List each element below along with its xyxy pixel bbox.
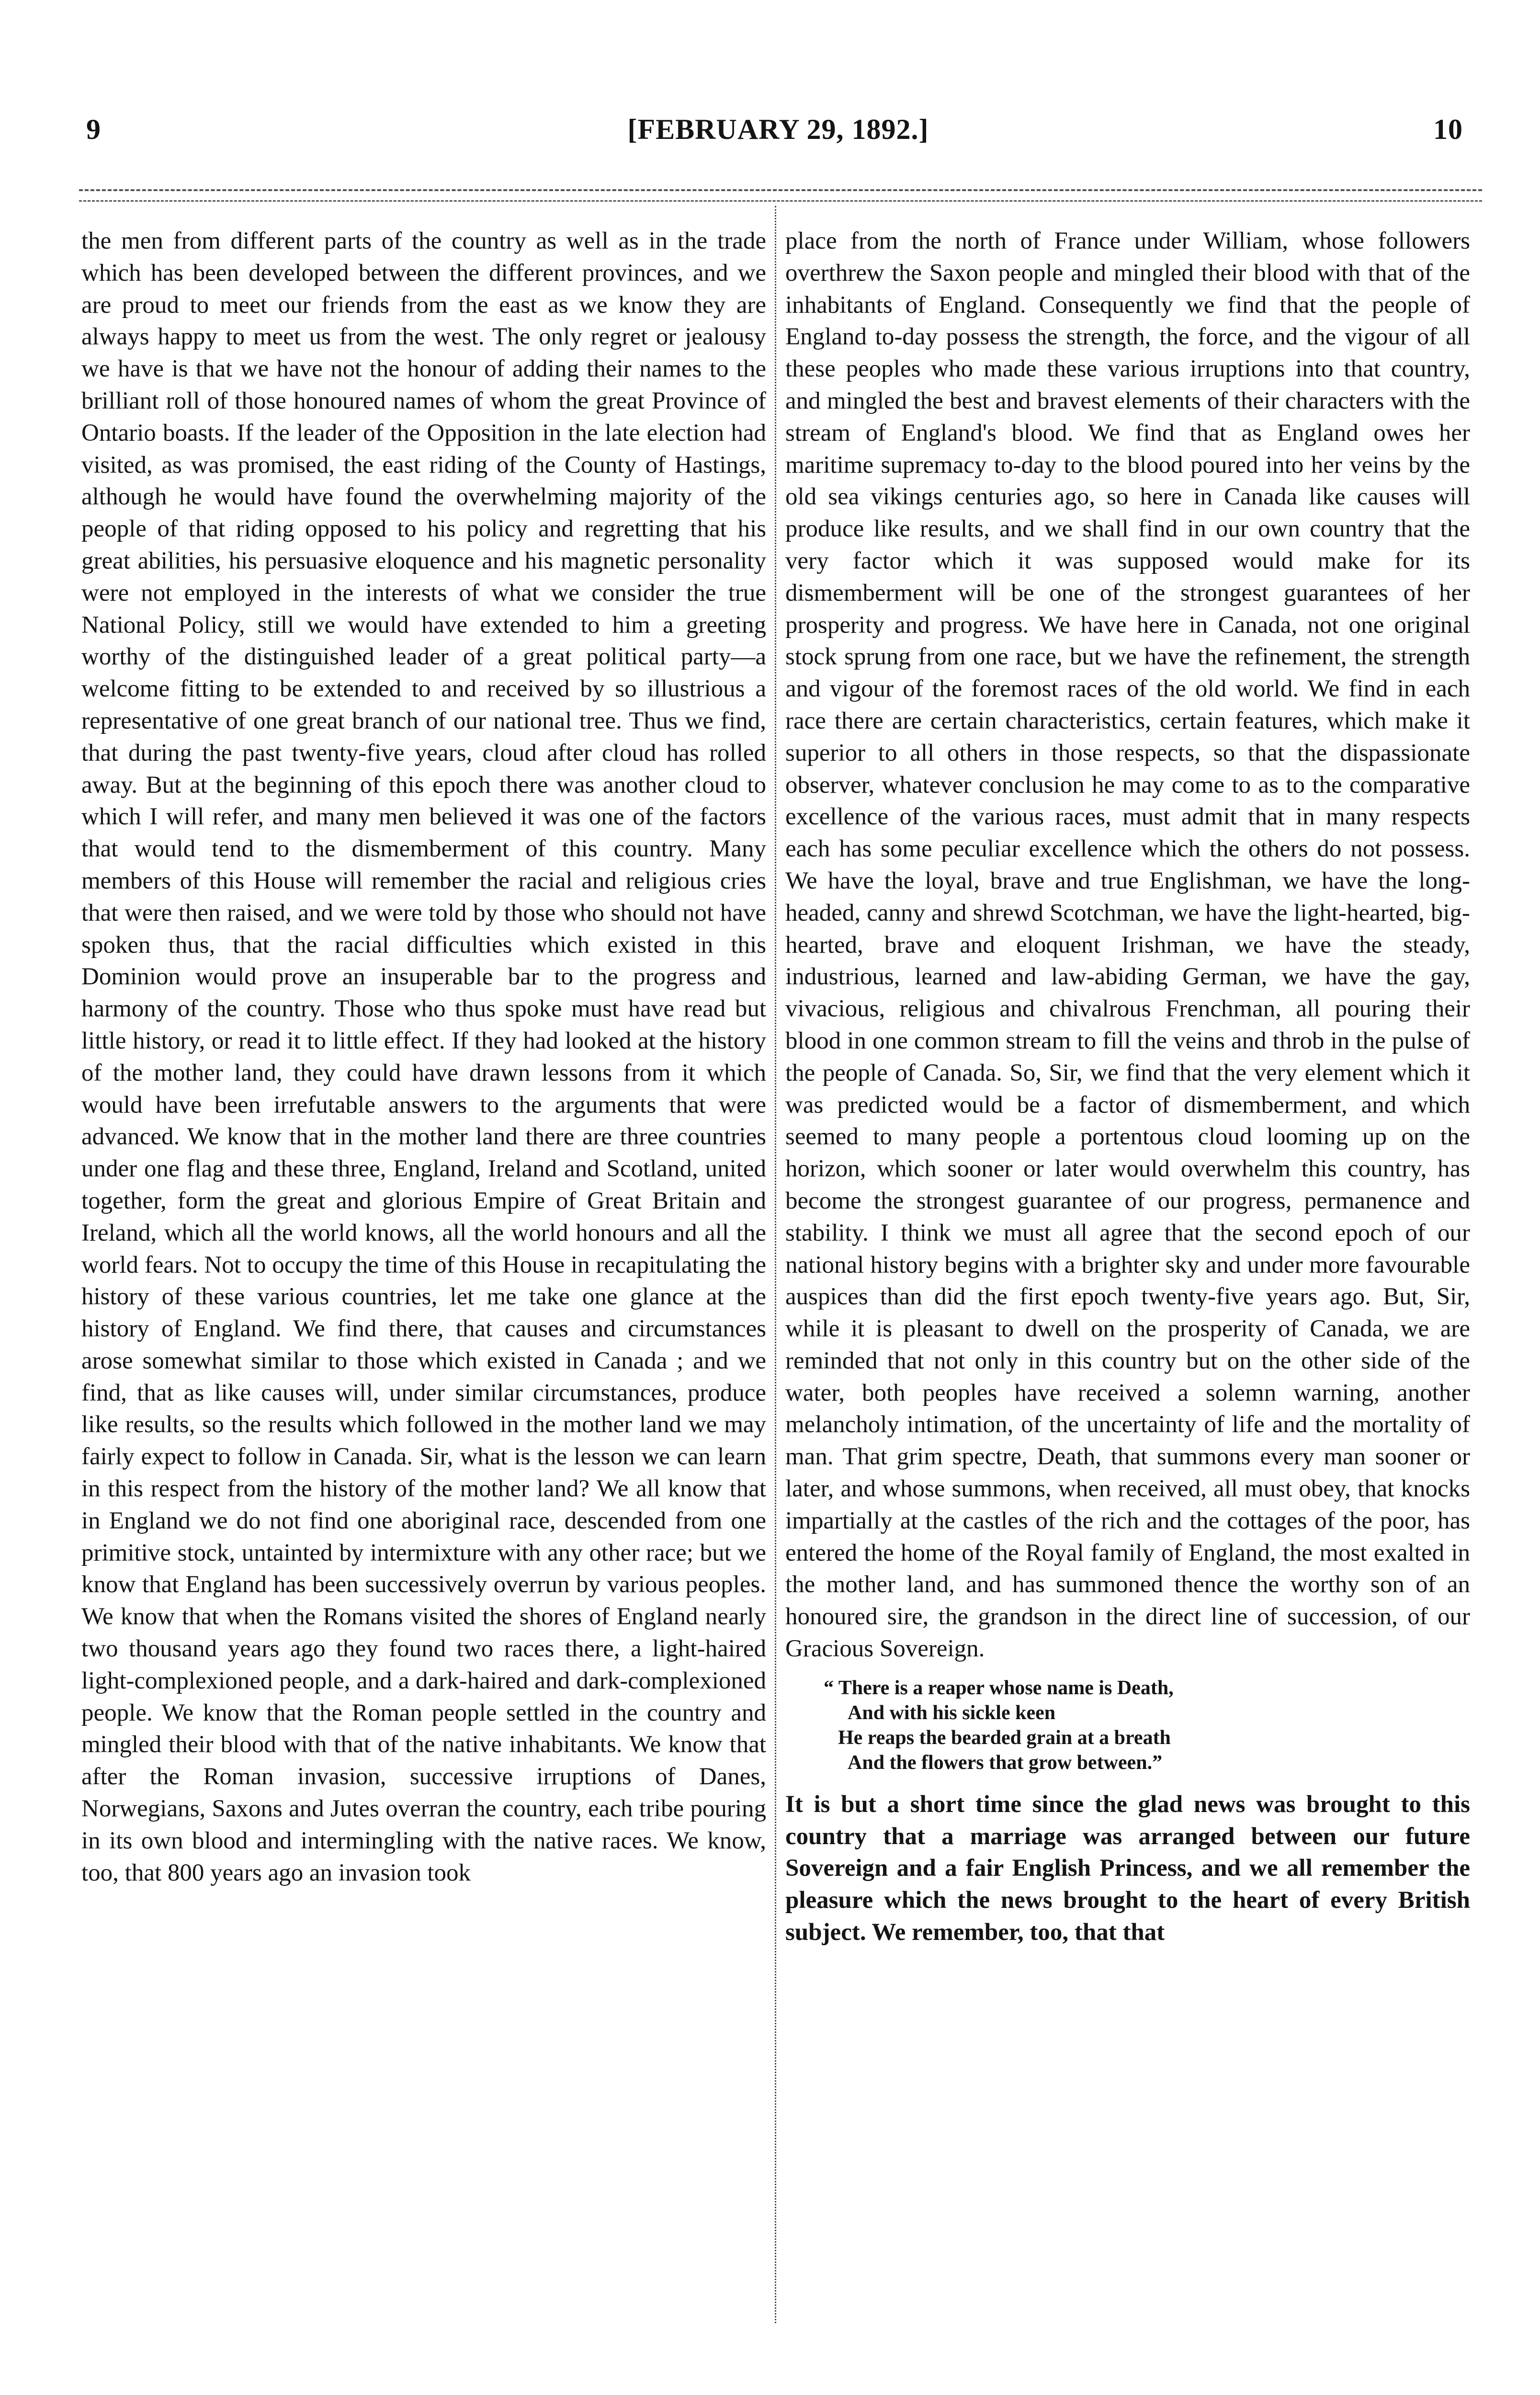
poem-quote [785,1676,1470,1775]
page-number-right: 10 [1433,114,1463,145]
poem-line: And with his sickle keen [848,1701,1056,1724]
page-title: [FEBRUARY 29, 1892.] [627,114,929,145]
left-column [81,225,766,1889]
right-column [785,225,1470,1949]
poem-line: “ There is a reaper whose name is Death, [824,1676,1174,1699]
header-rule-bottom [79,200,1482,202]
right-paragraph: place from the north of France under William, whose followers overthrew the Saxon people and mingled their blood with that of the inhabitants of England. Consequently we find that the people of England to-day possess the strength, the force, and the vigour of all these peoples who made these various irruptions into that country, and mingled the best and bravest elements of their characters with the stream of England's blood. We find that as England owes her maritime supremacy to-day to the blood poured into her veins by the old sea vikings centuries ago, so here in Canada like causes will produce like results, and we shall find in our own country that the very factor which it was supposed would make for its dismemberment will be one of the strongest guarantees of her prosperity and progress. We have here in Canada, not one original stock sprung from one race, but we have the refinement, the strength and vigour of the foremost races of the old world. We find in each race there are certain characteristics, certain features, which make it superior to all others in those respects, so that the dispassionate observer, whatever conclusion he may come to as to the comparative excellence of the various races, must admit that in many respects each has some peculiar excellence which the others do not possess. We have the loyal, brave and true Englishman, we have the long-headed, canny and shrewd Scotchman, we have the light-hearted, big-hearted, brave and eloquent Irishman, we have the steady, industrious, learned and law-abiding German, we have the gay, vivacious, religious and chivalrous Frenchman, all pouring their blood in one common stream to fill the veins and throb in the pulse of the people of Canada. So, Sir, we find that the very element which it was predicted would be a factor of dismemberment, and which seemed to many people a portentous cloud looming up on the horizon, which sooner or later would overwhelm this country, has become the strongest guarantee of our progress, permanence and stability. I think we must all agree that the second epoch of our national history begins with a brighter sky and under more favourable auspices than did the first epoch twenty-five years ago. But, Sir, while it is pleasant to dwell on the prosperity of Canada, we are reminded that not only in this country but on the other side of the water, both peoples have received a solemn warning, another melancholy intimation, of the uncertainty of life and the mortality of man. That grim spectre, Death, that summons every man sooner or later, and whose summons, when received, all must obey, that knocks impartially at the castles of the rich and the cottages of the poor, has entered the home of the Royal family of England, the most exalted in the mother land, and has summoned thence the worthy son of an honoured sire, the grandson in the direct line of succession, of our Gracious Sovereign. [785,228,1470,1663]
header-rule-top [79,189,1482,191]
page-header [72,108,1484,160]
page-number-left: 9 [86,114,101,145]
poem-line: He reaps the bearded grain at a breath [838,1726,1171,1749]
column-divider [775,206,776,2323]
left-paragraph: the men from different parts of the country as well as in the trade which has been developed between the different provinces, and we are proud to meet our friends from the east as we know they are always happy to meet us from the west. The only regret or jealousy we have is that we have not the honour of adding their names to the brilliant roll of those honoured names of whom the great Province of Ontario boasts. If the leader of the Opposition in the late election had visited, as was promised, the east riding of the County of Hastings, although he would have found the overwhelming majority of the people of that riding opposed to his policy and regretting that his great abilities, his persuasive eloquence and his magnetic personality were not employed in the interests of what we consider the true National Policy, still we would have extended to him a greeting worthy of the distinguished leader of a great political party—a welcome fitting to be extended to and received by so illustrious a representative of one great branch of our national tree. Thus we find, that during the past twenty-five years, cloud after cloud has rolled away. But at the beginning of this epoch there was another cloud to which I will refer, and many men believed it was one of the factors that would tend to the dismemberment of this country. Many members of this House will remember the racial and religious cries that were then raised, and we were told by those who should not have spoken thus, that the racial difficulties which existed in this Dominion would prove an insuperable bar to the progress and harmony of the country. Those who thus spoke must have read but little history, or read it to little effect. If they had looked at the history of the mother land, they could have drawn lessons from it which would have been irrefutable answers to the arguments that were advanced. We know that in the mother land there are three countries under one flag and these three, England, Ireland and Scotland, united together, form the great and glorious Empire of Great Britain and Ireland, which all the world knows, all the world honours and all the world fears. Not to occupy the time of this House in recapitulating the history of these various countries, let me take one glance at the history of England. We find there, that causes and circumstances arose somewhat similar to those which existed in Canada ; and we find, that as like causes will, under similar circumstances, produce like results, so the results which followed in the mother land we may fairly expect to follow in Canada. Sir, what is the lesson we can learn in this respect from the history of the mother land? We all know that in England we do not find one aboriginal race, descended from one primitive stock, untainted by intermixture with any other race; but we know that England has been successively overrun by various peoples. We know that when the Romans visited the shores of England nearly two thousand years ago they found two races there, a light-haired light-complexioned people, and a dark-haired and dark-complexioned people. We know that the Roman people settled in the country and mingled their blood with that of the native inhabitants. We know that after the Roman invasion, successive irruptions of Danes, Norwegians, Saxons and Jutes overran the country, each tribe pouring in its own blood and intermingling with the native races. We know, too, that 800 years ago an invasion took [81,228,766,1886]
right-paragraph-closing: It is but a short time since the glad news was brought to this country that a marriage was arranged between our future Sovereign and a fair English Princess, and we all remember the pleasure which the news brought to the heart of every British subject. We remember, too, that that [785,1791,1470,1946]
poem-line: And the flowers that grow between.” [848,1751,1163,1774]
